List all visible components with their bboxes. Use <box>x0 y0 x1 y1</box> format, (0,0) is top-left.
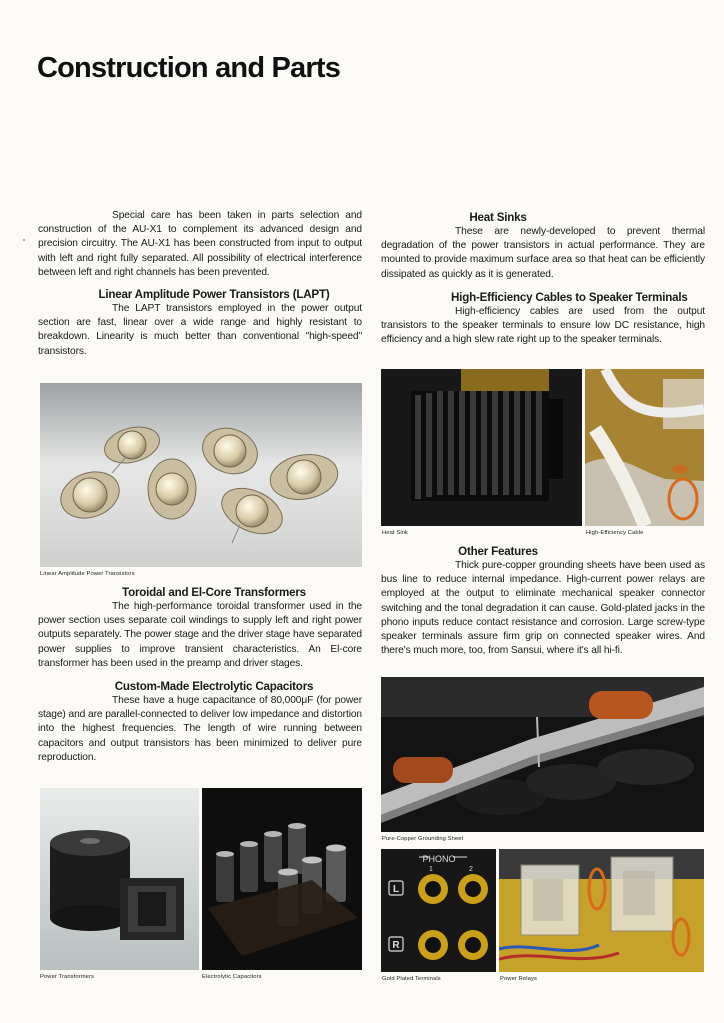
toroidal-heading: Toroidal and El-Core Transformers <box>122 586 306 599</box>
lapt-caption: Linear Amplitude Power Transistors <box>40 571 135 577</box>
left-channel-label: L <box>392 884 400 895</box>
heatsink-caption: Heat Sink <box>382 530 409 536</box>
right-column-middle <box>381 544 705 658</box>
heatsink-photo <box>381 369 582 526</box>
relay-2 <box>611 857 673 931</box>
toroidal-transformer <box>50 830 130 931</box>
phono-label: PHONO <box>422 854 456 864</box>
toroidal-paragraph: The high-performance toroidal transformer used in the power section uses separate coil windings to supply left and right power outputs separately. The power stage and the driver stage have separated power supplies to improve transient characteristics. An El-core transformer has been used in the preamp and driver stages. <box>38 601 362 669</box>
terminals-caption: Gold Plated Terminals <box>382 976 441 982</box>
heatsinks-paragraph: These are newly-developed to prevent thermal degradation of the power transistors in actual performance. They are mounted to provide maximum surface area so that heat can be efficiently dissipated as quickly as it is generated. <box>381 226 705 280</box>
right-column-top <box>381 210 705 347</box>
heatsink-fins <box>411 391 549 501</box>
left-column-top <box>38 209 362 359</box>
lapt-photo <box>40 383 362 567</box>
terminals-photo <box>381 849 496 972</box>
left-column-middle <box>38 585 362 765</box>
lapt-heading: Linear Amplitude Power Transistors (LAPT) <box>98 288 330 302</box>
page-title: Construction and Parts <box>37 52 341 84</box>
relay-1 <box>521 865 579 935</box>
capacitors-heading: Custom-Made Electrolytic Capacitors <box>114 680 314 694</box>
lapt-paragraph: The LAPT transistors employed in the power output section are fast, linear over a wide range and highly resistant to breakdown. Linearity is much better than conventional "high-speed" transistors. <box>38 303 362 357</box>
transformers-photo <box>40 788 199 970</box>
heatsinks-heading: Heat Sinks <box>469 211 527 224</box>
other-features-paragraph: Thick pure-copper grounding sheets have been used as bus line to reduce internal impedance. High-current power relays are employed at the output to eliminate mechanical speaker connector switching and the tonal degradation it can cause. Gold-plated jacks in the phono inputs reduce contact resistance and corrosion. Large screw-type speaker terminals assure firm grip on connected speaker wires. And there's much more, too, from Sansui, where it's all hi-fi. <box>381 560 705 657</box>
transistor-3 <box>148 459 196 519</box>
grounding-caption: Pure-Copper Grounding Sheet <box>382 836 464 842</box>
cable-photo <box>585 369 704 526</box>
cables-paragraph: High-efficiency cables are used from the output transistors to the speaker terminals to ensure low DC resistance, high efficiency and a high slew rate right up to the speaker terminals. <box>381 305 705 346</box>
capacitors-caption: Electrolytic Capacitors <box>202 974 262 980</box>
cables-heading: High-Efficiency Cables to Speaker Terminals <box>451 290 688 304</box>
relays-caption: Power Relays <box>500 976 537 982</box>
margin-mark <box>23 239 25 241</box>
channel-2-label: 2 <box>469 866 473 873</box>
grounding-sheet-photo <box>381 677 704 832</box>
cable-caption: High-Efficiency Cable <box>586 530 644 536</box>
intro-paragraph: Special care has been taken in parts selection and construction of the AU-X1 to complement its advanced design and precision circuitry. The AU-X1 has been constructed from input to output with left and right fully separated. All possibility of electrical interference between left and right channels has been prevented. <box>38 210 362 278</box>
ei-core-transformer <box>120 878 184 940</box>
capacitors-photo <box>202 788 362 970</box>
other-features-heading: Other Features <box>458 545 538 558</box>
channel-1-label: 1 <box>429 866 433 873</box>
capacitors-paragraph: These have a huge capacitance of 80,000μF (for power stage) and are parallel-connected to deliver low impedance and distortion into the highest frequencies. The length of wire running between capacitors and output transistors has been minimized to deliver pure reproduction. <box>38 695 362 763</box>
right-channel-label: R <box>392 940 400 951</box>
transformers-caption: Power Transformers <box>40 974 94 980</box>
relays-photo <box>499 849 704 972</box>
